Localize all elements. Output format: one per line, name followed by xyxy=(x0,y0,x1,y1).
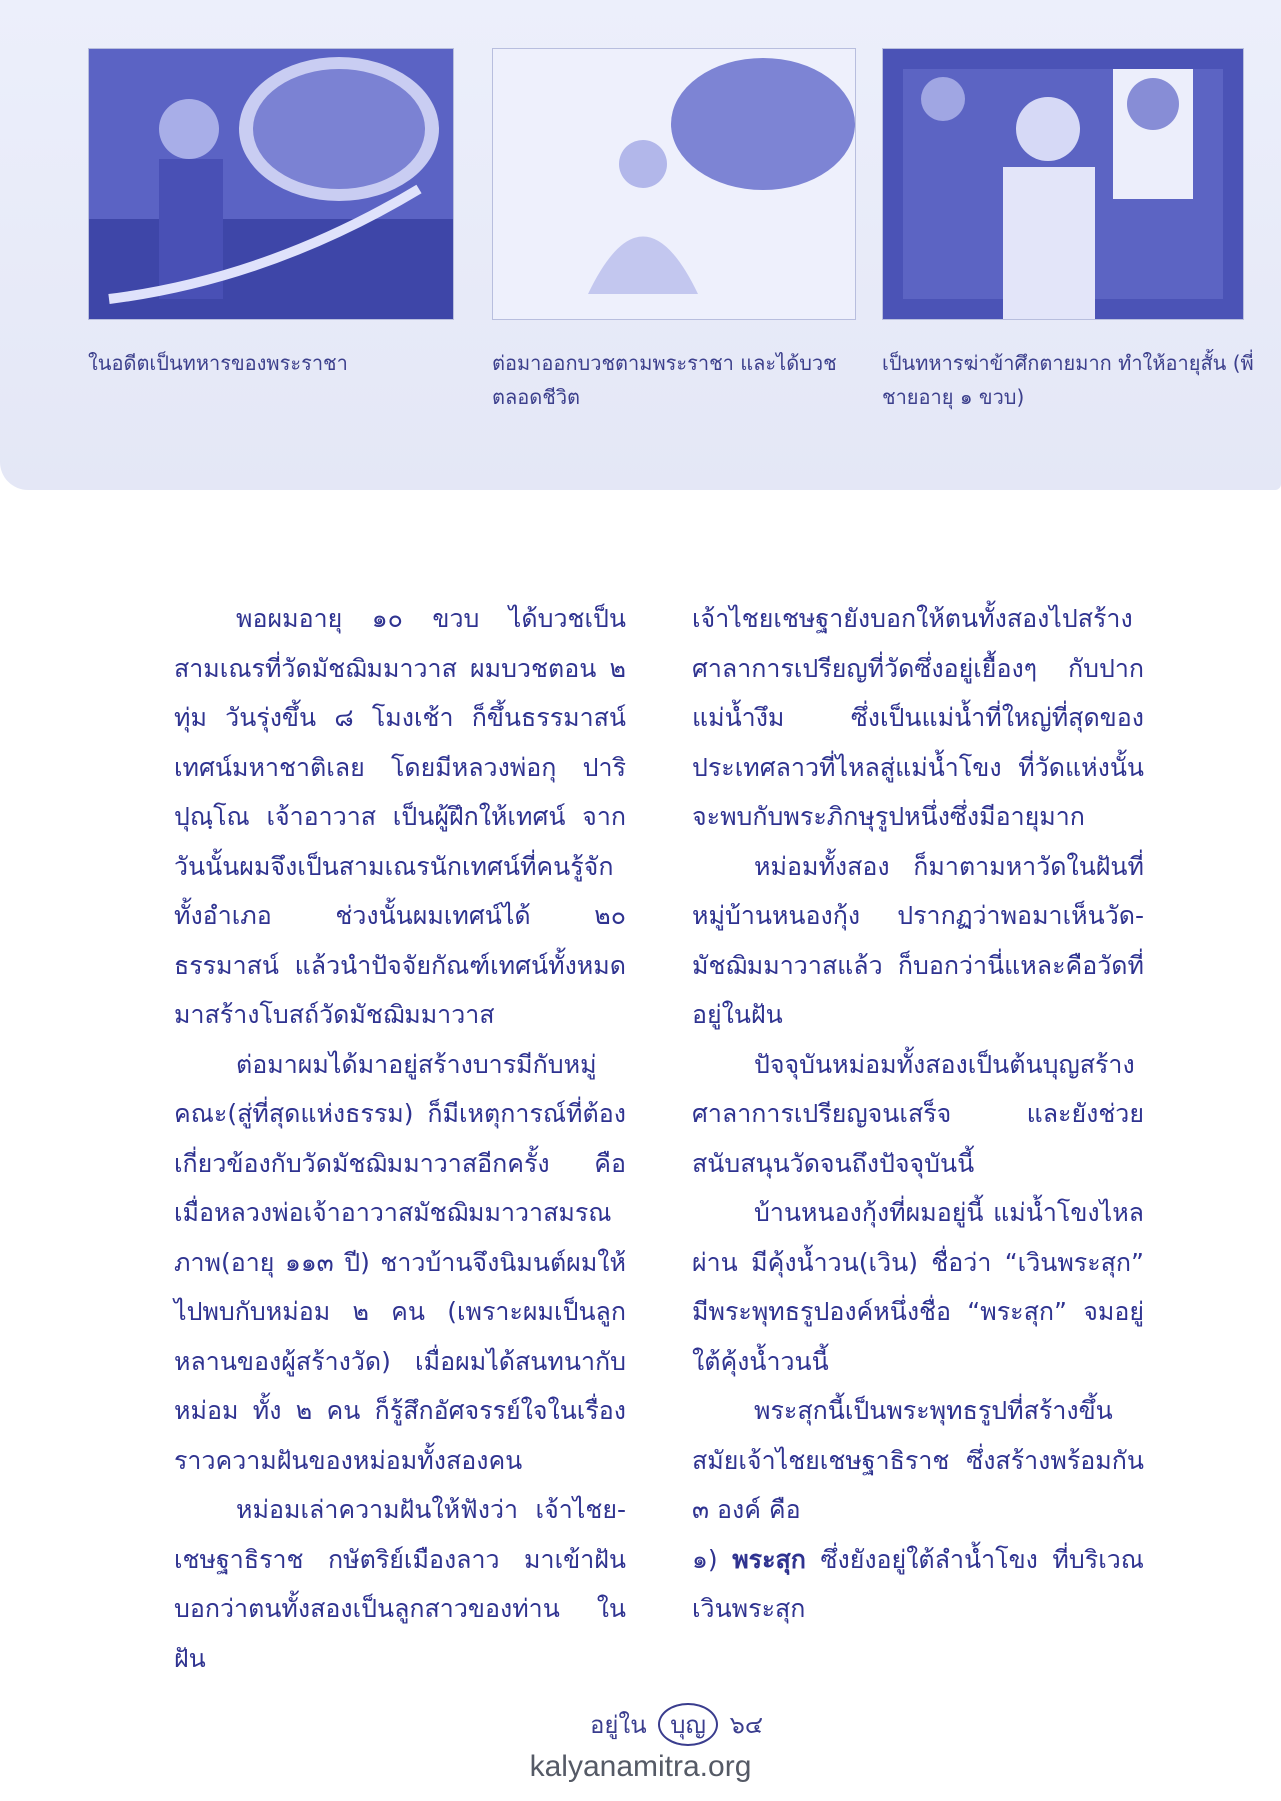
caption-2: ต่อมาออกบวชตามพระราชา และได้บวช ตลอดชีวิต xyxy=(492,351,837,409)
right-column xyxy=(692,594,1144,1634)
page-number: ๖๔ xyxy=(729,1711,763,1739)
footer-logo: บุญ xyxy=(658,1703,718,1746)
footer-mark xyxy=(590,1703,763,1746)
caption-1: ในอดีตเป็นทหารของพระราชา xyxy=(88,351,348,375)
photo-family xyxy=(882,48,1244,320)
caption-3: เป็นทหารฆ่าข้าศึกตายมาก ทำให้อายุสั้น (พี่ชายอายุ ๑ ขวบ) xyxy=(882,351,1254,409)
photo-monk xyxy=(492,48,856,320)
photo-soldier xyxy=(88,48,454,320)
paragraph: บ้านหนองกุ้งที่ผมอยู่นี้ แม่น้ำโขงไหลผ่าน มีคุ้งน้ำวน(เวิน) ชื่อว่า “เวินพระสุก” มีพระพุทธรูปองค์หนึ่งชื่อ “พระสุก” จมอยู่ใต้คุ้งน้ำวนนี้ xyxy=(692,1198,1144,1376)
site-watermark: kalyanamitra.org xyxy=(529,1750,752,1783)
paragraph: หม่อมทั้งสอง ก็มาตามหาวัดในฝันที่หมู่บ้านหนองกุ้ง ปรากฏว่าพอมาเห็นวัด-มัชฌิมมาวาสแล้ว ก็บอกว่านี่แหละคือวัดที่อยู่ในฝัน xyxy=(692,851,1144,1029)
paragraph: เจ้าไชยเชษฐายังบอกให้ตนทั้งสองไปสร้างศาลาการเปรียญที่วัดซึ่งอยู่เยื้องๆ กับปากแม่น้ำงึม ซึ่งเป็นแม่น้ำที่ใหญ่ที่สุดของประเทศลาวที่ไหลสู่แม่น้ำโขง ที่วัดแห่งนั้นจะพบกับพระภิกษุรูปหนึ่งซึ่งมีอายุมาก xyxy=(692,604,1144,831)
paragraph: หม่อมเล่าความฝันให้ฟังว่า เจ้าไชย-เชษฐาธิราช กษัตริย์เมืองลาว มาเข้าฝันบอกว่าตนทั้งสองเป็นลูกสาวของท่าน ในฝัน xyxy=(174,1495,626,1673)
left-column xyxy=(174,594,626,1683)
list-item xyxy=(692,1535,1144,1634)
paragraph: ต่อมาผมได้มาอยู่สร้างบารมีกับหมู่คณะ(สู่ที่สุดแห่งธรรม) ก็มีเหตุการณ์ที่ต้องเกี่ยวข้องกับวัดมัชฌิมมาวาสอีกครั้ง คือ เมื่อหลวงพ่อเจ้าอาวาสมัชฌิมมาวาสมรณภาพ(อายุ ๑๑๓ ปี) ชาวบ้านจึงนิมนต์ผมให้ไปพบกับหม่อม ๒ คน (เพราะผมเป็นลูกหลานของผู้สร้างวัด) เมื่อผมได้สนทนากับหม่อม ทั้ง ๒ คน ก็รู้สึกอัศจรรย์ใจในเรื่องราวความฝันของหม่อมทั้งสองคน xyxy=(174,1049,626,1475)
list-name: พระสุก xyxy=(732,1544,806,1574)
footer-left: อยู่ใน xyxy=(590,1711,647,1739)
list-number: ๑) xyxy=(692,1544,718,1574)
paragraph: พระสุกนี้เป็นพระพุทธรูปที่สร้างขึ้นสมัยเจ้าไชยเชษฐาธิราช ซึ่งสร้างพร้อมกัน ๓ องค์ คือ xyxy=(692,1396,1144,1524)
paragraph: พอผมอายุ ๑๐ ขวบ ได้บวชเป็นสามเณรที่วัดมัชฌิมมาวาส ผมบวชตอน ๒ ทุ่ม วันรุ่งขึ้น ๘ โมงเช้า ก็ขึ้นธรรมาสน์เทศน์มหาชาติเลย โดยมีหลวงพ่อกุ ปาริปุณฺโณ เจ้าอาวาส เป็นผู้ฝึกให้เทศน์ จากวันนั้นผมจึงเป็นสามเณรนักเทศน์ที่คนรู้จักทั้งอำเภอ ช่วงนั้นผมเทศน์ได้ ๒๐ ธรรมาสน์ แล้วนำปัจจัยกัณฑ์เทศน์ทั้งหมดมาสร้างโบสถ์วัดมัชฌิมมาวาส xyxy=(174,604,626,1029)
list-text: ซึ่งยังอยู่ใต้ลำน้ำโขง ที่บริเวณเวินพระสุก xyxy=(692,1544,1144,1623)
paragraph: ปัจจุบันหม่อมทั้งสองเป็นต้นบุญสร้างศาลาการเปรียญจนเสร็จ และยังช่วยสนับสนุนวัดจนถึงปัจจุบันนี้ xyxy=(692,1049,1144,1178)
